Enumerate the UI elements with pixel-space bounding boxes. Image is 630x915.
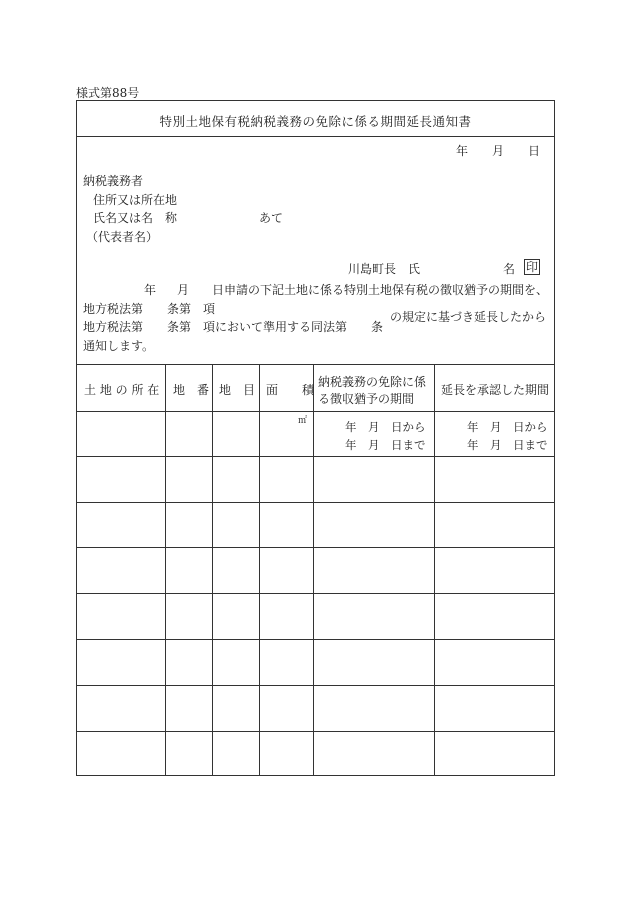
header-extended-period: 延長を承認した期間 — [441, 383, 550, 397]
closing-text: 通知します。 — [83, 339, 155, 353]
header-category: 地 目 — [219, 383, 256, 397]
table-row-divider — [76, 639, 555, 640]
taxpayer-representative: （代表者名） — [86, 230, 159, 244]
table-row-divider — [76, 456, 555, 457]
header-deferral-line1: 納税義務の免除に係 — [318, 375, 427, 389]
table-col-divider — [434, 364, 435, 776]
law-clause-1: 地方税法第 条第 項 — [83, 302, 216, 316]
deferral-to: 年 月 日まで — [345, 438, 426, 452]
table-col-divider — [165, 364, 166, 776]
table-row-divider — [76, 731, 555, 732]
form-number: 様式第88号 — [76, 86, 140, 100]
ate-label: あて — [259, 211, 284, 225]
header-area: 面 積 — [266, 383, 315, 397]
date-year: 年 — [456, 144, 469, 158]
table-col-divider — [313, 364, 314, 776]
law-tail: の規定に基づき延長したから — [390, 310, 547, 324]
taxpayer-name: 氏名又は名 称 — [93, 211, 178, 225]
body-month: 月 — [177, 283, 190, 297]
date-day: 日 — [528, 144, 541, 158]
extended-from: 年 月 日から — [467, 420, 548, 434]
table-row-divider — [76, 502, 555, 503]
deferral-from: 年 月 日から — [345, 420, 426, 434]
table-row-divider — [76, 593, 555, 594]
seal-stamp: 印 — [526, 260, 539, 274]
header-deferral-line2: る徴収猶予の期間 — [318, 392, 415, 406]
table-top-border — [76, 364, 555, 365]
table-col-divider — [259, 364, 260, 776]
issuer-title: 川島町長 氏 — [348, 262, 421, 276]
table-row-divider — [76, 685, 555, 686]
body-line1: 日申請の下記土地に係る特別土地保有税の徴収猶予の期間を、 — [212, 283, 549, 297]
table-row-divider — [76, 547, 555, 548]
title-divider — [76, 136, 555, 137]
extended-to: 年 月 日まで — [467, 438, 548, 452]
law-clause-2: 地方税法第 条第 項において準用する同法第 条 — [83, 320, 384, 334]
date-month: 月 — [492, 144, 505, 158]
issuer-name-suffix: 名 — [503, 262, 516, 276]
header-location: 土 地 の 所 在 — [84, 383, 160, 397]
table-col-divider — [212, 364, 213, 776]
header-lot: 地 番 — [173, 383, 210, 397]
table-header-divider — [76, 411, 555, 412]
form-title: 特別土地保有税納税義務の免除に係る期間延長通知書 — [159, 114, 472, 129]
area-unit: ㎡ — [298, 416, 308, 426]
taxpayer-label: 納税義務者 — [83, 174, 144, 188]
taxpayer-address: 住所又は所在地 — [93, 193, 178, 207]
body-year: 年 — [144, 283, 157, 297]
